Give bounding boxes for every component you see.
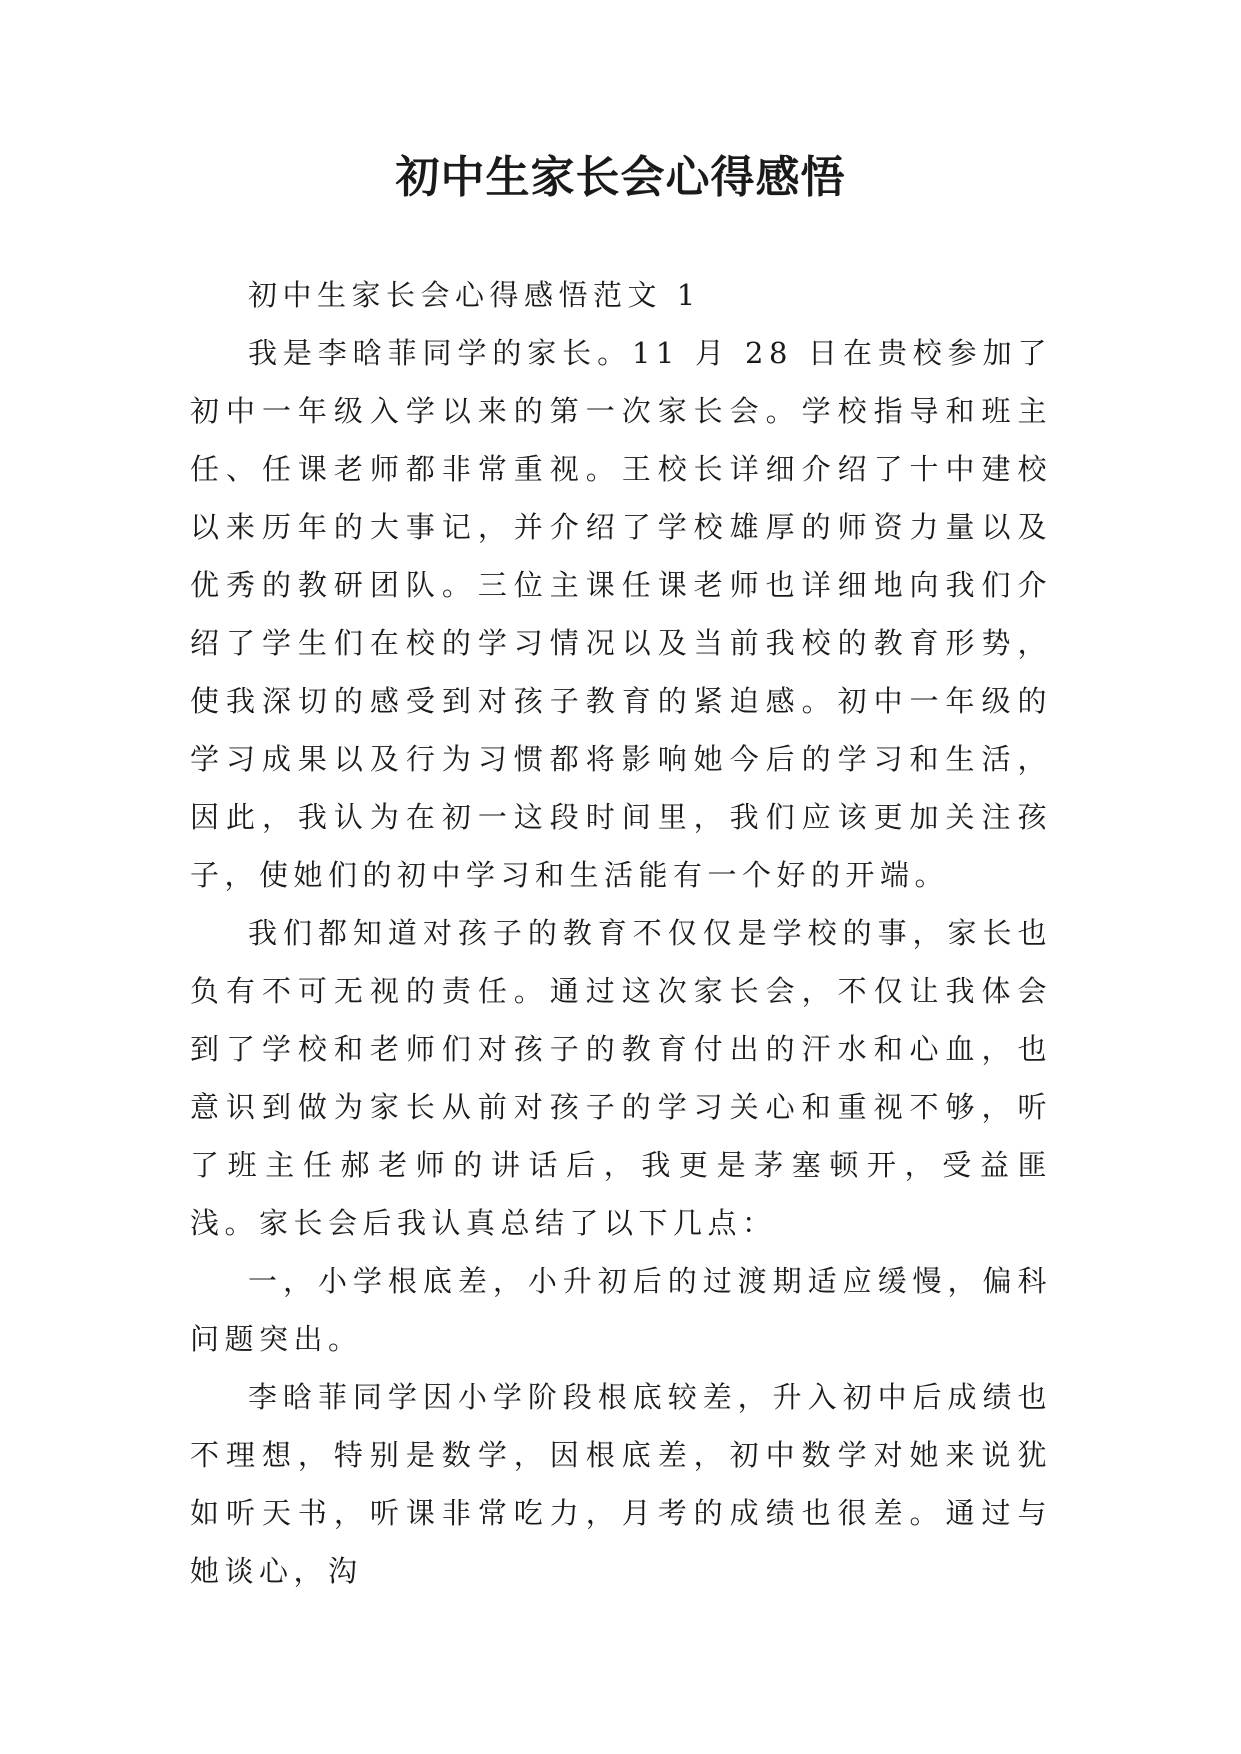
paragraph: 李晗菲同学因小学阶段根底较差，升入初中后成绩也不理想，特别是数学，因根底差，初中数学对她来说犹如听天书，听课非常吃力，月考的成绩也很差。通过与她谈心，沟: [190, 1380, 1052, 1588]
paragraph: 我是李晗菲同学的家长。11 月 28 日在贵校参加了初中一年级入学以来的第一次家长会。学校指导和班主任、任课老师都非常重视。王校长详细介绍了十中建校以来历年的大事记，并介绍了学校雄厚的师资力量以及优秀的教研团队。三位主课任课老师也详细地向我们介绍了学生们在校的学习情况以及当前我校的教育形势，使我深切的感受到对孩子教育的紧迫感。初中一年级的学习成果以及行为习惯都将影响她今后的学习和生活，因此，我认为在初一这段时间里，我们应该更加关注孩子，使她们的初中学习和生活能有一个好的开端。: [190, 336, 1052, 892]
paragraph: 我们都知道对孩子的教育不仅仅是学校的事，家长也负有不可无视的责任。通过这次家长会，不仅让我体会到了学校和老师们对孩子的教育付出的汗水和心血，也意识到做为家长从前对孩子的学习关心和重视不够，听了班主任郝老师的讲话后，我更是茅塞顿开，受益匪浅。家长会后我认真总结了以下几点：: [190, 916, 1052, 1240]
document-body: [190, 266, 1052, 1600]
essay-subtitle: 初中生家长会心得感悟范文 1: [248, 278, 701, 312]
section-heading: 一，小学根底差，小升初后的过渡期适应缓慢，偏科问题突出。: [190, 1264, 1052, 1356]
document-title: 初中生家长会心得感悟: [395, 152, 846, 203]
